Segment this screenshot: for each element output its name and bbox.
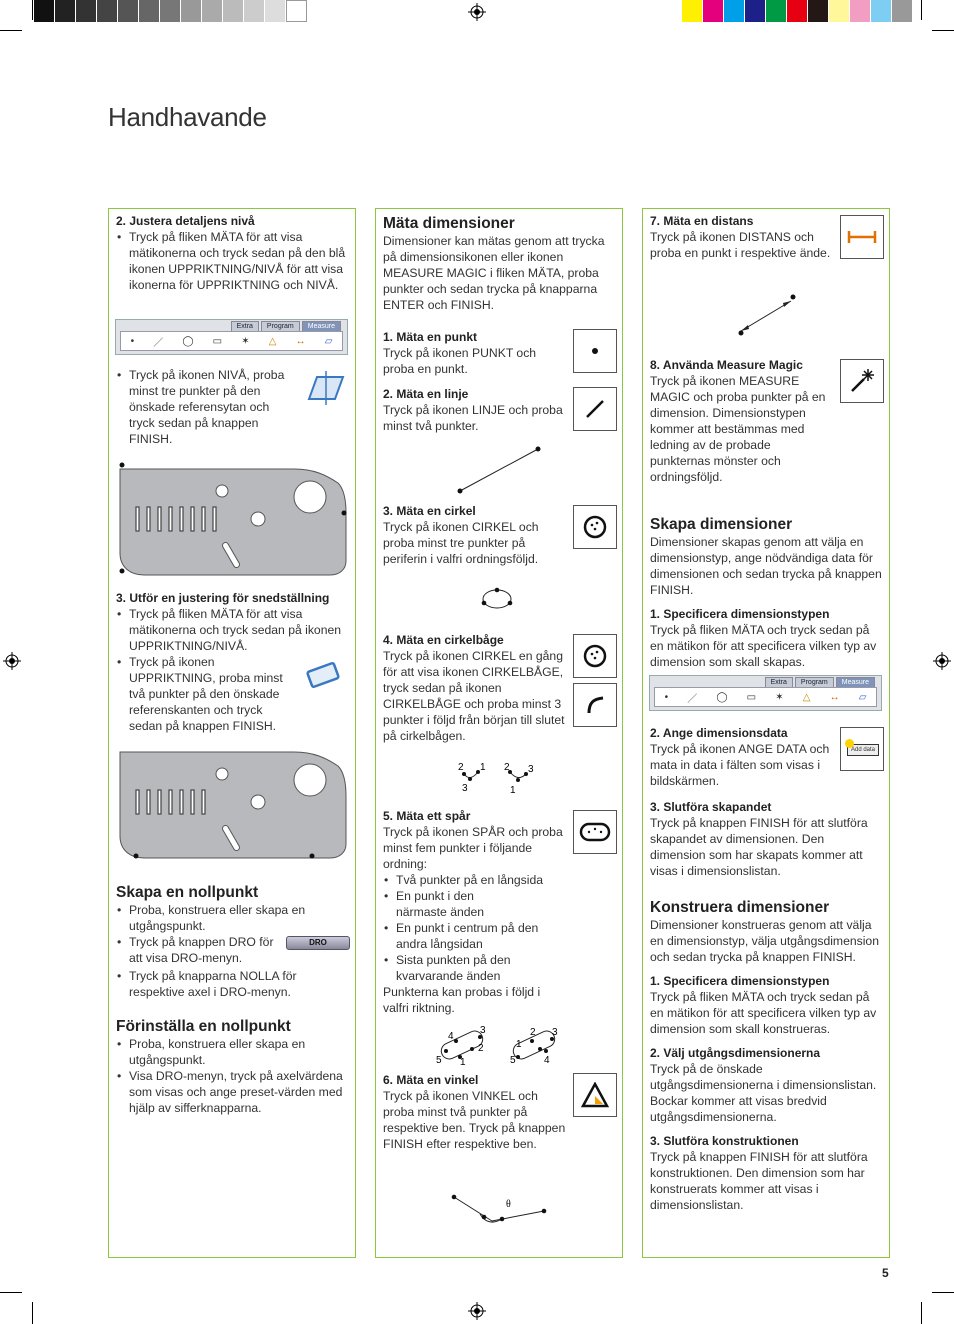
svg-text:3: 3 xyxy=(528,764,534,775)
tab-measure[interactable]: Measure xyxy=(302,321,341,332)
add-data-label: Add data xyxy=(847,744,879,756)
dro-button[interactable]: DRO xyxy=(286,936,350,950)
section-level-step xyxy=(116,367,291,447)
tab-program[interactable]: Program xyxy=(261,321,300,332)
crop-mark xyxy=(32,1302,33,1324)
item-text: Tryck på de önskade utgångsdimensionerna i dimensionslistan. Bockar kommer att visas bredvid utgångsdimensionerna. xyxy=(650,1062,877,1124)
list-item: • Sista punkten på den kvarvarande änden xyxy=(383,952,615,984)
item-slot xyxy=(383,808,566,872)
item-title: 3. Mäta en cirkel xyxy=(383,504,476,518)
section-skew-step xyxy=(116,654,291,734)
distance-icon[interactable] xyxy=(840,215,884,259)
tab-measure[interactable]: Measure xyxy=(836,677,875,688)
svg-text:4: 4 xyxy=(448,1031,454,1042)
svg-text:1: 1 xyxy=(460,1057,466,1065)
item-title: 1. Specificera dimensionstypen xyxy=(650,974,830,988)
registration-mark-top xyxy=(468,3,486,21)
arc-icon[interactable] xyxy=(573,683,617,727)
svg-text:2: 2 xyxy=(478,1043,484,1054)
distance-icon[interactable]: ↔ xyxy=(295,335,306,347)
item-title: 1. Mäta en punkt xyxy=(383,330,478,344)
distance-icon[interactable]: ↔ xyxy=(829,691,840,703)
crop-mark xyxy=(32,0,33,20)
slot-icon[interactable] xyxy=(573,810,617,854)
paragraph: Dimensioner skapas genom att välja en dimensionstyp, ange nödvändiga data för dimensionen och sedan trycka på knappen FINISH. xyxy=(650,535,882,597)
paragraph: Dimensioner kan mätas genom att trycka på dimensionsikonen eller ikonen MEASURE MAGIC i fliken MÄTA, proba punkter och sedan trycka på knapparna ENTER och FINISH. xyxy=(383,234,605,312)
measure-toolbar xyxy=(115,319,348,355)
item-title: 2. Mäta en linje xyxy=(383,387,469,401)
list-item: • En punkt i den närmaste änden xyxy=(383,888,615,920)
crop-mark xyxy=(932,1292,954,1293)
tab-extra[interactable]: Extra xyxy=(231,321,259,332)
list-item: • Tryck på ikonen NIVÅ, proba minst tre punkter på den önskade referensytan och tryck sedan på knappen FINISH. xyxy=(116,367,291,447)
svg-text:2: 2 xyxy=(504,762,510,773)
item-title: 7. Mäta en distans xyxy=(650,214,754,228)
svg-text:3: 3 xyxy=(552,1027,558,1038)
item-title: 6. Mäta en vinkel xyxy=(383,1073,479,1087)
list-item: • En punkt i centrum på den andra långsidan xyxy=(383,920,615,952)
item-title: 2. Ange dimensionsdata xyxy=(650,726,788,740)
line-icon[interactable] xyxy=(573,387,617,431)
crop-mark xyxy=(921,0,922,20)
item-text: Tryck på knappen FINISH för att slutföra konstruktionen. Den dimension som har konstruerats kommer att visas i dimensionslistan. xyxy=(650,1150,868,1212)
measure-intro xyxy=(383,215,615,313)
circle-icon[interactable]: ◯ xyxy=(182,335,194,347)
item-text: Tryck på ikonen ANGE DATA och mata in data i fälten som visas i bildskärmen. xyxy=(650,742,830,788)
angle-illustration xyxy=(446,1189,550,1229)
workpiece-skew-illustration xyxy=(114,744,350,860)
svg-text:1: 1 xyxy=(510,785,516,794)
section-heading: Mäta dimensioner xyxy=(383,215,515,232)
level-icon xyxy=(307,371,347,405)
column-create-construct xyxy=(642,208,890,1258)
section-heading: Konstruera dimensioner xyxy=(650,899,830,916)
add-data-icon[interactable] xyxy=(840,727,884,771)
list-item: • Tryck på fliken MÄTA för att visa mätikonerna och tryck sedan på den blå ikonen UPPRIKTNING/NIVÅ för att visa ikonerna för UPPRIKTNING och NIVÅ. xyxy=(116,229,348,293)
list-item: • Två punkter på en långsida xyxy=(383,872,615,888)
measure-toolbar xyxy=(649,675,882,711)
item-text: Tryck på ikonen PUNKT och proba en punkt. xyxy=(383,346,537,376)
item-point xyxy=(383,329,566,377)
item-enter-data xyxy=(650,725,833,789)
item-title: 3. Slutföra konstruktionen xyxy=(650,1134,799,1148)
crop-mark xyxy=(0,30,22,31)
svg-text:2: 2 xyxy=(530,1027,536,1038)
section-heading: Skapa dimensioner xyxy=(650,516,793,533)
slot-steps xyxy=(383,872,615,1016)
list-item: • Tryck på knappen DRO för att visa DRO-menyn. xyxy=(116,934,348,966)
color-calibration-bar xyxy=(682,0,913,22)
item-text: Tryck på ikonen DISTANS och proba en punkt i respektive ände. xyxy=(650,230,831,260)
skew-icon[interactable]: ▱ xyxy=(324,335,333,347)
skew-icon[interactable]: ▱ xyxy=(858,691,867,703)
slot-icon[interactable]: ▭ xyxy=(746,691,757,703)
angle-icon[interactable]: △ xyxy=(268,335,277,347)
section-preset-zero xyxy=(116,1018,348,1116)
svg-text:3: 3 xyxy=(480,1025,486,1036)
item-text: Tryck på fliken MÄTA och tryck sedan på en mätikon för att specificera vilken typ av dimension som skall konstrueras. xyxy=(650,990,877,1036)
registration-mark-right xyxy=(933,652,951,670)
paragraph: Punkterna kan probas i följd i valfri riktning. xyxy=(383,985,541,1015)
list-item: • Proba, konstruera eller skapa en utgångspunkt. xyxy=(116,1036,348,1068)
section-skew xyxy=(116,590,348,654)
item-text: Tryck på ikonen CIRKEL en gång för att visa ikonen CIRKELBÅGE, tryck sedan på ikonen CIRKELBÅGE och proba minst 3 punkter i följd från början till slutet på cirkelbågen. xyxy=(383,649,565,743)
svg-text:5: 5 xyxy=(510,1055,516,1065)
item-measure-magic xyxy=(650,357,833,485)
item-text: Tryck på ikonen VINKEL och proba minst två punkter på respektive ben. Tryck på knappen FINISH efter respektive ben. xyxy=(383,1089,566,1151)
magic-wand-icon[interactable]: ✶ xyxy=(775,691,784,703)
section-level xyxy=(116,213,348,293)
grayscale-calibration-bar xyxy=(34,0,307,22)
item-title: 8. Använda Measure Magic xyxy=(650,358,803,372)
crop-mark xyxy=(921,1302,922,1324)
arc-illustration xyxy=(456,760,540,794)
workpiece-level-illustration xyxy=(114,461,350,577)
crop-mark xyxy=(0,1292,22,1293)
registration-mark-left xyxy=(3,652,21,670)
magic-wand-icon[interactable]: ✶ xyxy=(241,335,250,347)
item-circle xyxy=(383,503,566,567)
page-number: 5 xyxy=(882,1266,889,1280)
svg-text:2: 2 xyxy=(458,762,464,773)
list-item: • Visa DRO-menyn, tryck på axelvärdena som visas och ange preset-värden med hjälp av sifferknapparna. xyxy=(116,1068,348,1116)
section-title: 3. Utför en justering för snedställning xyxy=(116,591,330,605)
svg-text:4: 4 xyxy=(544,1055,550,1065)
item-text: Tryck på knappen FINISH för att slutföra skapandet av dimensionen. Den dimension som har skapats kommer att visas i dimensionslistan. xyxy=(650,816,868,878)
item-title: 5. Mäta ett spår xyxy=(383,809,471,823)
section-heading: Skapa en nollpunkt xyxy=(116,884,259,901)
angle-icon[interactable] xyxy=(573,1073,617,1117)
theta-label: θ xyxy=(506,1199,511,1210)
crop-mark xyxy=(932,30,954,31)
item-finish-create xyxy=(650,799,882,879)
item-arc xyxy=(383,632,566,744)
item-distance xyxy=(650,213,833,261)
svg-text:1: 1 xyxy=(516,1039,522,1050)
circle-illustration xyxy=(480,587,514,611)
point-icon[interactable]: • xyxy=(130,335,135,347)
item-text: Tryck på ikonen SPÅR och proba minst fem punkter i följande ordning: xyxy=(383,825,563,871)
point-icon[interactable] xyxy=(573,329,617,373)
circle-icon[interactable] xyxy=(573,505,617,549)
line-illustration xyxy=(454,445,544,497)
item-text: Tryck på ikonen CIRKEL och proba minst tre punkter på periferin i valfri ordningsföljd. xyxy=(383,520,539,566)
column-measure xyxy=(375,208,623,1258)
star-icon xyxy=(845,739,854,748)
distance-illustration xyxy=(733,291,799,339)
item-line xyxy=(383,386,566,434)
section-heading: Förinställa en nollpunkt xyxy=(116,1018,291,1035)
registration-mark-bottom xyxy=(468,1302,486,1320)
slot-icon[interactable]: ▭ xyxy=(212,335,223,347)
svg-text:5: 5 xyxy=(436,1055,442,1065)
list-item: • Tryck på fliken MÄTA för att visa mätikonerna och tryck sedan på ikonen UPPRIKTNING/NIVÅ. xyxy=(116,606,348,654)
point-icon[interactable]: • xyxy=(664,691,669,703)
svg-text:3: 3 xyxy=(462,783,468,794)
section-title: 2. Justera detaljens nivå xyxy=(116,214,255,228)
circle-icon[interactable] xyxy=(573,634,617,678)
list-item: • Tryck på knapparna NOLLA för respektive axel i DRO-menyn. xyxy=(116,968,348,1000)
angle-icon[interactable]: △ xyxy=(802,691,811,703)
item-title: 3. Slutföra skapandet xyxy=(650,800,772,814)
section-construct-dimensions xyxy=(650,899,882,1213)
line-icon[interactable]: ／ xyxy=(687,693,698,705)
list-item: • Tryck på ikonen UPPRIKTNING, proba minst två punkter på den önskade referenskanten och tryck sedan på knappen FINISH. xyxy=(116,654,291,734)
item-text: Tryck på ikonen LINJE och proba minst två punkter. xyxy=(383,403,563,433)
item-title: 1. Specificera dimensionstypen xyxy=(650,607,830,621)
tab-program[interactable]: Program xyxy=(795,677,834,688)
line-icon[interactable]: ／ xyxy=(153,337,164,349)
page-title: Handhavande xyxy=(108,102,267,132)
paragraph: Dimensioner konstrueras genom att välja en dimensionstyp, välja utgångsdimension och sedan trycka på knappen FINISH. xyxy=(650,918,879,964)
item-angle xyxy=(383,1072,566,1152)
item-title: 4. Mäta en cirkelbåge xyxy=(383,633,504,647)
column-alignment xyxy=(108,208,356,1258)
svg-text:1: 1 xyxy=(480,762,486,773)
slot-illustration xyxy=(432,1021,564,1065)
item-text: Tryck på ikonen MEASURE MAGIC och proba punkter på en dimension. Dimensionstypen kommer att bestämmas med ledning av de probade punkternas mönster och ordningsföljd. xyxy=(650,374,826,484)
circle-icon[interactable]: ◯ xyxy=(716,691,728,703)
list-item: • Proba, konstruera eller skapa en utgångspunkt. xyxy=(116,902,348,934)
skew-align-icon xyxy=(303,659,343,693)
magic-wand-icon[interactable] xyxy=(840,359,884,403)
tab-extra[interactable]: Extra xyxy=(765,677,793,688)
section-create-dimensions xyxy=(650,516,882,670)
item-title: 2. Välj utgångsdimensionerna xyxy=(650,1046,821,1060)
item-text: Tryck på fliken MÄTA och tryck sedan på en mätikon för att specificera vilken typ av dimension som skall skapas. xyxy=(650,623,877,669)
